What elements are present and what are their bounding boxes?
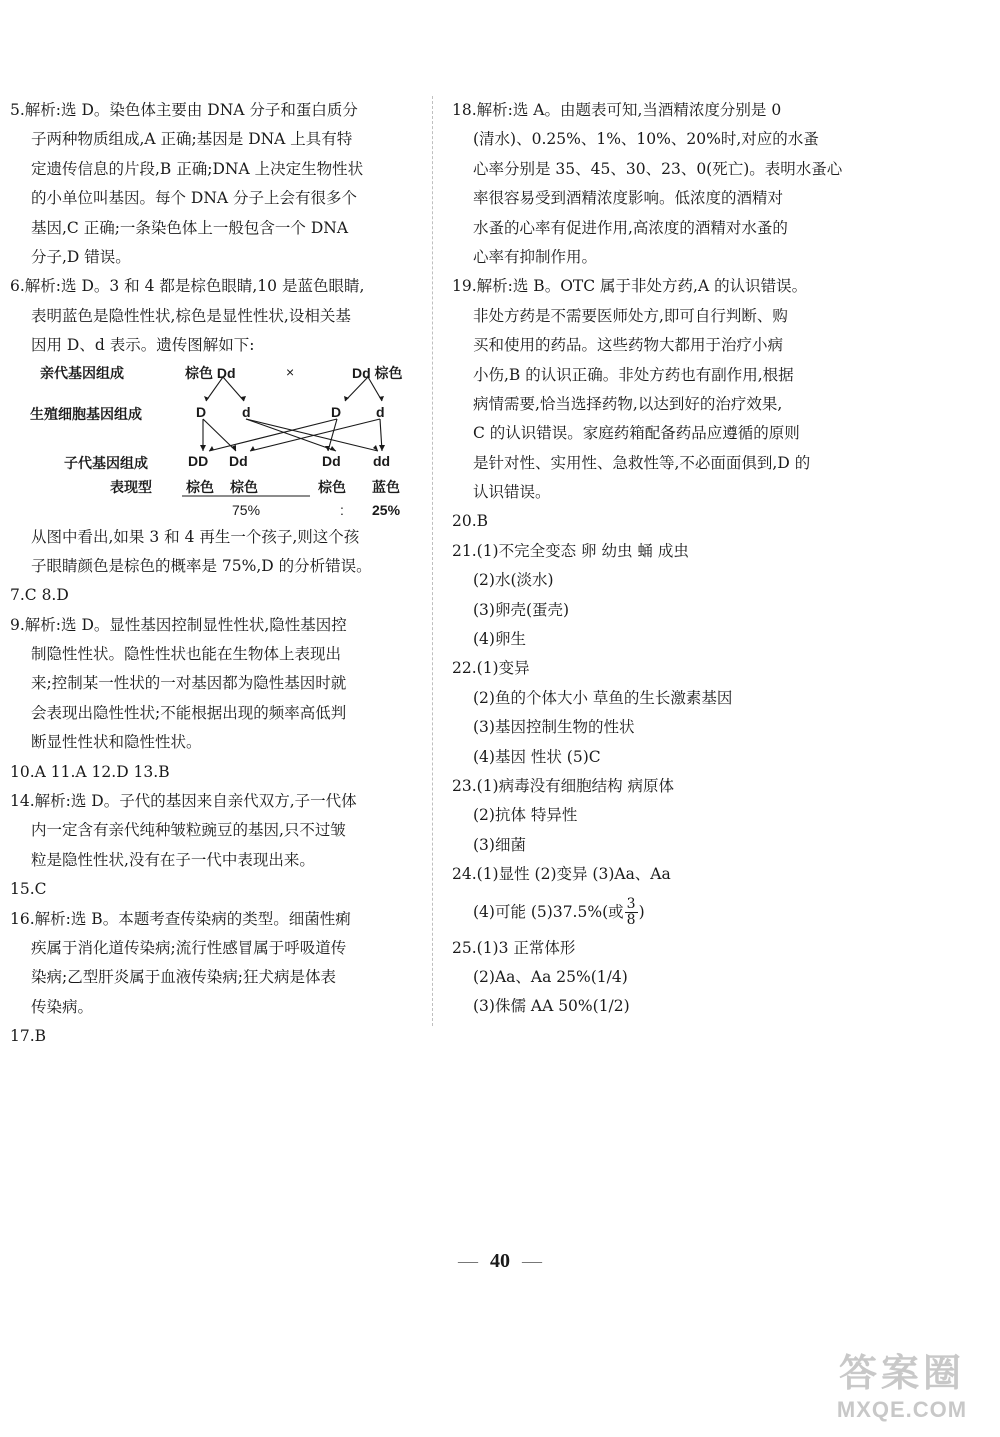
text-line: (2)Aa、Aa 25%(1/4) — [473, 967, 628, 986]
text-line: (3)细菌 — [473, 835, 526, 854]
parent-label: 亲代基因组成 — [40, 364, 124, 381]
offspring: Dd — [322, 452, 341, 469]
page-number — [0, 1250, 1000, 1273]
dash: — — [458, 1250, 478, 1272]
watermark-sub: MXQE.COM — [836, 1397, 968, 1422]
text-line: 分子,D 错误。 — [31, 247, 131, 266]
text-line: 率很容易受到酒精浓度影响。低浓度的酒精对 — [473, 189, 784, 208]
text-line: 是针对性、实用性、急救性等,不必面面俱到,D 的 — [473, 453, 811, 472]
text-line: 16.解析:选 B。本题考查传染病的类型。细菌性痢 — [10, 909, 351, 928]
text-line: 14.解析:选 D。子代的基因来自亲代双方,子一代体 — [10, 792, 357, 811]
answer-17: 17.B — [10, 1027, 47, 1046]
gamete: D — [331, 403, 342, 420]
text-line: 心率有抑制作用。 — [473, 247, 598, 266]
text-line: 粒是隐性性状,没有在子一代中表现出来。 — [31, 850, 315, 869]
text-line-with-fraction — [452, 890, 852, 934]
answer-15: 15.C — [10, 880, 47, 899]
text-line: (4)基因 性状 (5)C — [473, 747, 601, 766]
text-line: 的小单位叫基因。每个 DNA 分子上会有很多个 — [31, 189, 358, 208]
text-line: 表明蓝色是隐性性状,棕色是显性性状,设相关基 — [31, 306, 351, 325]
text-line: 断显性性状和隐性性状。 — [31, 733, 202, 752]
answer-5 — [10, 96, 418, 272]
text-line: 23.(1)病毒没有细胞结构 病原体 — [452, 776, 675, 795]
watermark-main: 答案圈 — [838, 1353, 965, 1395]
text-line: C 的认识错误。家庭药箱配备药品应遵循的原则 — [473, 424, 800, 443]
text-line: 21.(1)不完全变态 卵 幼虫 蛹 成虫 — [452, 541, 689, 560]
fraction-denominator: 8 — [626, 912, 636, 929]
text-line: 9.解析:选 D。显性基因控制显性性状,隐性基因控 — [10, 615, 347, 634]
text-line: 19.解析:选 B。OTC 属于非处方药,A 的认识错误。 — [452, 277, 808, 296]
gamete: d — [242, 403, 251, 420]
fraction — [625, 897, 638, 928]
parent-left: 棕色 Dd — [185, 364, 236, 381]
answer-22 — [452, 654, 852, 772]
gamete: d — [376, 403, 385, 420]
text-line: 定遗传信息的片段,B 正确;DNA 上决定生物性状 — [31, 159, 364, 178]
text-line: (4)卵生 — [473, 630, 526, 649]
text-line: (清水)、0.25%、1%、10%、20%时,对应的水蚤 — [473, 130, 819, 149]
text-line: 来;控制某一性状的一对基因都为隐性基因时就 — [31, 674, 347, 693]
genetic-cross-diagram — [10, 363, 418, 523]
offspring: dd — [373, 452, 391, 469]
phenotype: 棕色 — [230, 478, 258, 495]
gamete: D — [196, 403, 207, 420]
cross-lines — [10, 363, 418, 523]
column-divider — [432, 96, 433, 1026]
text-segment: (4)可能 (5)37.5%(或 — [473, 902, 624, 921]
text-line: 18.解析:选 A。由题表可知,当酒精浓度分别是 0 — [452, 101, 782, 119]
fraction-numerator: 3 — [626, 896, 636, 913]
gamete-label: 生殖细胞基因组成 — [30, 405, 142, 422]
text-line: 心率分别是 35、45、30、23、0(死亡)。表明水蚤心 — [473, 159, 843, 178]
answer-10-13: 10.A 11.A 12.D 13.B — [10, 762, 170, 781]
phenotype-label: 表现型 — [110, 478, 152, 495]
text-line: (3)基因控制生物的性状 — [473, 718, 635, 737]
text-line: 制隐性性状。隐性性状也能在生物体上表现出 — [31, 645, 342, 664]
answer-18 — [452, 96, 852, 272]
text-line: (3)侏儒 AA 50%(1/2) — [473, 997, 630, 1016]
answer-24 — [452, 860, 852, 933]
text-line: (3)卵壳(蛋壳) — [473, 600, 570, 619]
answer-9 — [10, 611, 418, 758]
ratio-blue: 25% — [372, 501, 401, 518]
answer-6 — [10, 272, 418, 360]
text-line: 22.(1)变异 — [452, 659, 530, 678]
offspring-label: 子代基因组成 — [64, 454, 148, 471]
parent-right: Dd 棕色 — [352, 364, 403, 381]
text-line: 内一定含有亲代纯种皱粒豌豆的基因,只不过皱 — [31, 821, 346, 840]
ratio-brown: 75% — [232, 501, 261, 518]
offspring: Dd — [229, 452, 248, 469]
answer-14 — [10, 787, 418, 875]
ratio-separator: : — [340, 501, 344, 518]
text-line: (2)鱼的个体大小 草鱼的生长激素基因 — [473, 688, 733, 707]
answer-6-conclusion — [10, 523, 418, 582]
offspring: DD — [188, 452, 209, 469]
text-line: 传染病。 — [31, 997, 94, 1016]
answer-25 — [452, 934, 852, 1022]
text-line: 6.解析:选 D。3 和 4 都是棕色眼睛,10 是蓝色眼睛, — [10, 277, 365, 296]
answer-23 — [452, 772, 852, 860]
text-segment: ) — [638, 902, 645, 921]
text-line: (2)抗体 特异性 — [473, 806, 578, 825]
text-line: 小伤,B 的认识正确。非处方药也有副作用,根据 — [473, 365, 794, 384]
text-line: 24.(1)显性 (2)变异 (3)Aa、Aa — [452, 865, 671, 884]
text-line: 子两种物质组成,A 正确;基因是 DNA 上具有特 — [31, 130, 353, 149]
phenotype: 棕色 — [186, 478, 214, 495]
answer-19 — [452, 272, 852, 507]
watermark-logo — [812, 1351, 992, 1431]
phenotype: 棕色 — [318, 478, 346, 495]
text-line: 子眼睛颜色是棕色的概率是 75%,D 的分析错误。 — [31, 556, 372, 575]
cross-symbol: × — [286, 363, 295, 380]
text-line: 认识错误。 — [473, 483, 551, 502]
answer-21 — [452, 537, 852, 655]
text-line: 25.(1)3 正常体形 — [452, 938, 576, 957]
text-line: 5.解析:选 D。染色体主要由 DNA 分子和蛋白质分 — [10, 101, 358, 119]
text-line: 因用 D、d 表示。遗传图解如下: — [31, 336, 255, 355]
text-line: 疾属于消化道传染病;流行性感冒属于呼吸道传 — [31, 938, 347, 957]
answer-20: 20.B — [452, 512, 489, 531]
text-line: 水蚤的心率有促进作用,高浓度的酒精对水蚤的 — [473, 218, 788, 237]
text-line: 基因,C 正确;一条染色体上一般包含一个 DNA — [31, 218, 349, 237]
text-line: (2)水(淡水) — [473, 571, 554, 590]
text-line: 从图中看出,如果 3 和 4 再生一个孩子,则这个孩 — [31, 527, 360, 546]
left-column — [10, 96, 418, 1052]
right-column — [452, 96, 852, 1022]
text-line: 会表现出隐性性状;不能根据出现的频率高低判 — [31, 703, 347, 722]
answer-16 — [10, 905, 418, 1023]
text-line: 买和使用的药品。这些药物大都用于治疗小病 — [473, 336, 784, 355]
dash: — — [522, 1250, 542, 1272]
answer-7-8: 7.C 8.D — [10, 586, 69, 605]
page-number-value: 40 — [490, 1250, 510, 1272]
text-line: 非处方药是不需要医师处方,即可自行判断、购 — [473, 306, 788, 325]
phenotype: 蓝色 — [372, 478, 400, 495]
text-line: 病情需要,恰当选择药物,以达到好的治疗效果, — [473, 394, 783, 413]
text-line: 染病;乙型肝炎属于血液传染病;狂犬病是体表 — [31, 968, 336, 987]
